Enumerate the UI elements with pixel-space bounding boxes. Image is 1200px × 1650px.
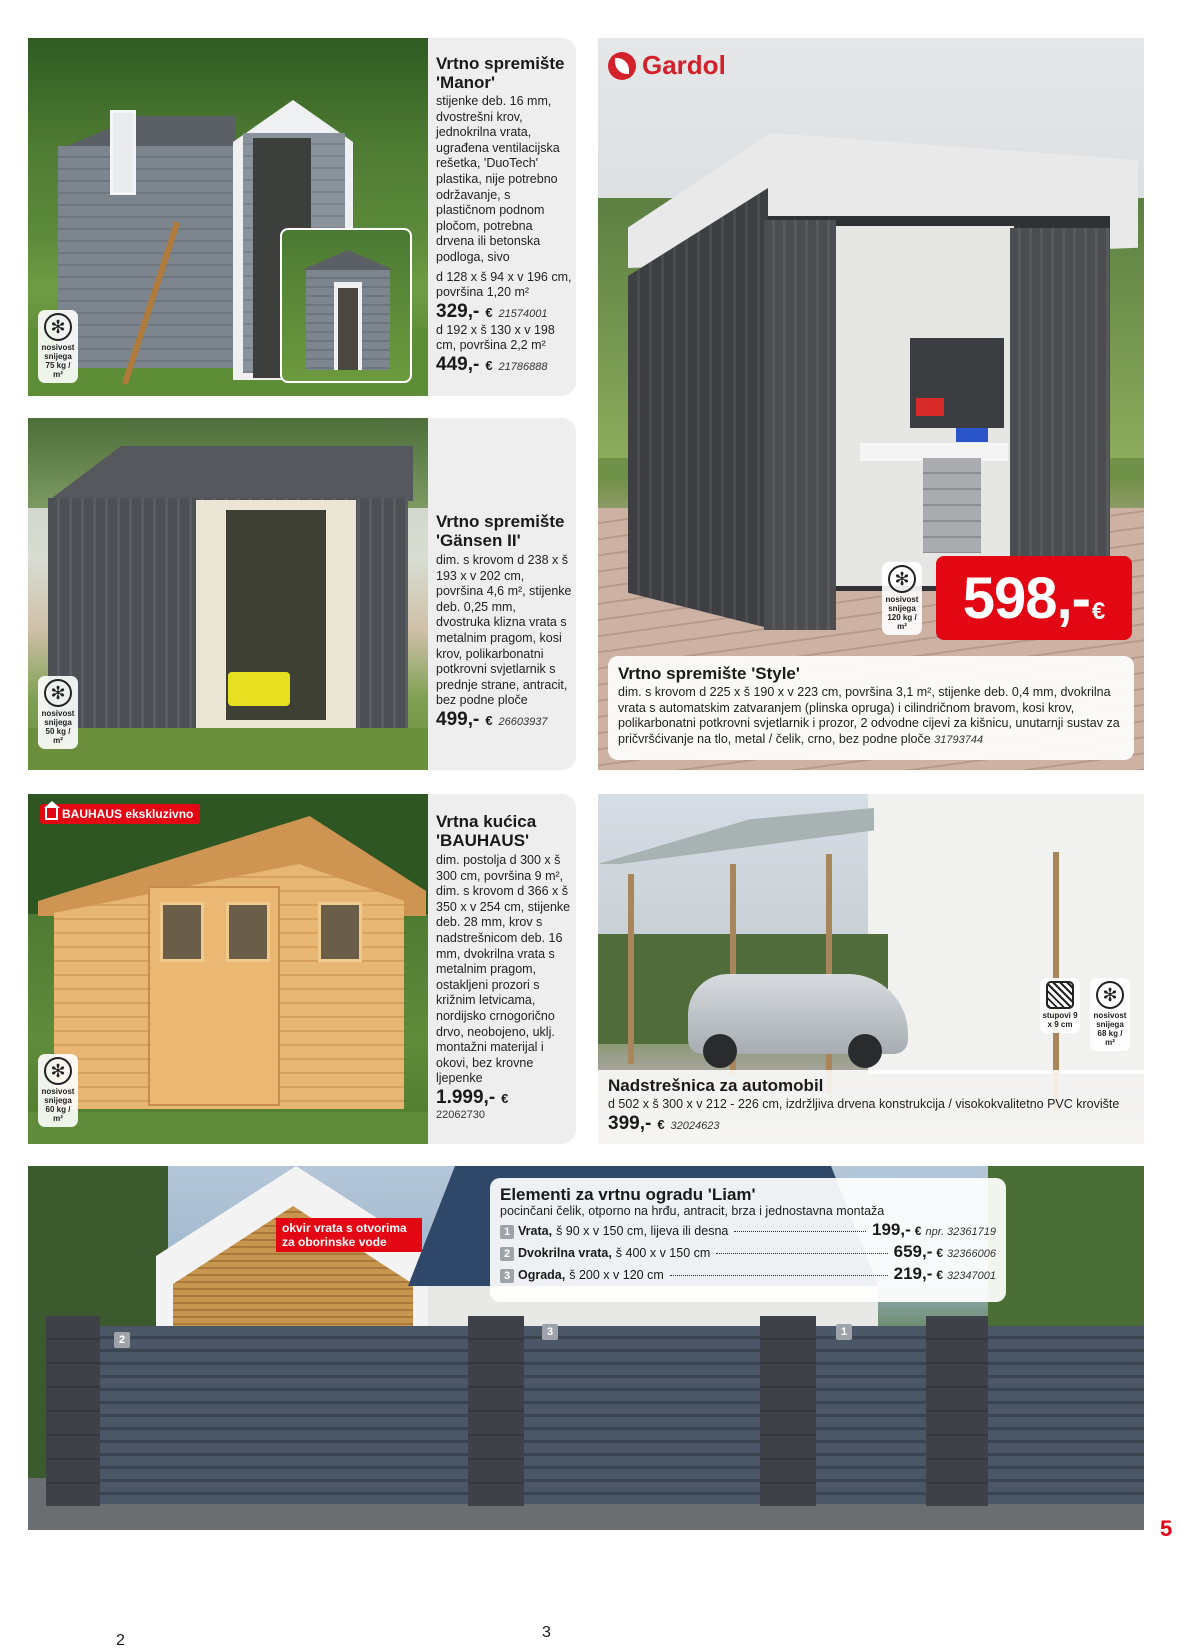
item-name: Ograda, xyxy=(518,1267,566,1282)
snowflake-icon: ✻ xyxy=(44,1057,72,1085)
snowflake-icon: ✻ xyxy=(44,313,72,341)
item-currency: € xyxy=(936,1245,944,1260)
product-card-carport xyxy=(598,794,1144,1144)
product-description: dim. s krovom d 225 x š 190 x v 223 cm, površina 3,1 m², stijenke deb. 0,4 mm, dvokrilna vrata s automatskim zatvaranjem (plinska opruga) i cilindričnom bravom, kosi krov, polikarbonatni potkrovni svjetlarnik i prozor, 2 odvodne cijevi za kišnicu, unutarnji sustav za pričvršćivanje na tlo, metal / čelik, crno, bez podne ploče xyxy=(618,685,1120,746)
currency: € xyxy=(485,357,493,373)
snow-load-label: nosivost snijega 120 kg / m² xyxy=(885,595,919,631)
product-description: dim. postolja d 300 x š 300 cm, površina 9 m², dim. s krovom d 366 x š 350 x v 254 cm, stijenke deb. 28 mm, krov s nadstrešnicom deb. 16 mm, dvokrilna vrata s metalnim pragom, ostakljeni prozori s križnim letvicama, nordijsko crnogorično drvo, neobojeno, uklj. montažni materijal i okovi, bez krovne ljepenke xyxy=(436,853,571,1086)
dot-leader xyxy=(716,1253,887,1254)
item-name: Vrata, xyxy=(518,1223,553,1238)
item-price: 199,- xyxy=(872,1219,911,1239)
product-title: Nadstrešnica za automobil xyxy=(608,1076,824,1095)
fence-marker: 3 xyxy=(542,1324,558,1340)
product-card-liam xyxy=(28,1166,1144,1649)
price: 499,- xyxy=(436,708,480,730)
item-number: 2 xyxy=(500,1247,514,1261)
gansen-shed-image xyxy=(28,418,428,770)
product-title-name: 'BAUHAUS' xyxy=(436,831,530,850)
snow-load-badge xyxy=(1090,978,1130,1051)
liam-item-row xyxy=(500,1242,996,1264)
product-description: d 502 x š 300 x v 212 - 226 cm, izdržljiva drvena konstrukcija / visokokvalitetno PVC krovište xyxy=(608,1097,1120,1111)
snow-load-badge xyxy=(38,1054,78,1127)
item-article: npr. 32361719 xyxy=(925,1225,996,1238)
snow-load-badge xyxy=(882,562,922,635)
price-tag-big xyxy=(936,556,1132,640)
product-card-style xyxy=(598,38,1144,770)
item-price: 219,- xyxy=(893,1263,933,1283)
item-price: 659,- xyxy=(893,1241,933,1261)
posts-label: stupovi 9 x 9 cm xyxy=(1042,1011,1078,1029)
article-number: 22062730 xyxy=(436,1108,485,1121)
item-name: Dvokrilna vrata, xyxy=(518,1245,612,1260)
posts-badge xyxy=(1040,978,1080,1033)
snow-load-label: nosivost snijega 68 kg / m² xyxy=(1093,1011,1127,1047)
big-price: 598,- xyxy=(962,565,1090,631)
product-description: dim. s krovom d 238 x š 193 x v 202 cm, površina 4,6 m², stijenke deb. 0,25 mm, dvostruka klizna vrata s metalnim pragom, kosi krov, polikarbonatni potkrovni svjetlarnik s prednje strane, antracit, bez podne ploče xyxy=(436,553,572,708)
gardol-leaf-icon xyxy=(608,52,636,80)
exclusive-label: BAUHAUS ekskluzivno xyxy=(62,807,194,821)
snow-load-label: nosivost snijega 60 kg / m² xyxy=(41,1087,75,1123)
big-price-currency: € xyxy=(1091,598,1106,625)
price: 449,- xyxy=(436,353,480,375)
article-number: 32024623 xyxy=(670,1119,720,1132)
currency: € xyxy=(501,1090,509,1106)
dot-leader xyxy=(670,1275,888,1276)
price: 399,- xyxy=(608,1112,652,1134)
liam-item-row xyxy=(500,1220,996,1242)
product-title: Elementi za vrtnu ogradu 'Liam' xyxy=(500,1185,756,1204)
carport-info-box xyxy=(598,1070,1144,1144)
item-currency: € xyxy=(936,1267,944,1282)
price: 1.999,- xyxy=(436,1086,496,1108)
snow-load-badge xyxy=(38,676,78,749)
dot-leader xyxy=(734,1231,866,1232)
product-title: Vrtno spremište xyxy=(436,54,565,73)
product-title-name: 'Manor' xyxy=(436,73,496,92)
product-title: Vrtno spremište 'Style' xyxy=(618,664,800,683)
bauhaus-house-image xyxy=(28,794,428,1144)
item-article: 32347001 xyxy=(947,1269,996,1282)
item-spec: š 90 x v 150 cm, lijeva ili desna xyxy=(556,1223,729,1238)
article-number: 21574001 xyxy=(498,307,548,320)
page-number: 5 xyxy=(1160,1516,1173,1541)
fence-marker: 2 xyxy=(114,1332,130,1348)
product-card-gansen xyxy=(28,418,576,770)
exclusive-tag xyxy=(40,804,200,824)
currency: € xyxy=(485,304,493,320)
item-article: 32366006 xyxy=(947,1247,996,1260)
snowflake-icon: ✻ xyxy=(888,565,916,593)
variant-dims: d 128 x š 94 x v 196 cm, površina 1,20 m² xyxy=(436,269,572,300)
liam-item-row xyxy=(500,1264,996,1286)
item-spec: š 400 x v 150 cm xyxy=(615,1245,711,1260)
item-spec: š 200 x v 120 cm xyxy=(569,1267,664,1282)
callout-rainwater: okvir vrata s otvorima za oborinske vode xyxy=(276,1218,422,1252)
product-title: Vrtno spremište xyxy=(436,512,565,531)
article-number: 26603937 xyxy=(498,715,548,728)
liam-item-list xyxy=(500,1220,996,1286)
product-subtitle: pocinčani čelik, otporno na hrđu, antracit, brza i jednostavna montaža xyxy=(500,1204,885,1218)
price: 329,- xyxy=(436,300,480,322)
gardol-logo xyxy=(608,50,726,81)
product-title-name: 'Gänsen II' xyxy=(436,531,521,550)
snowflake-icon: ✻ xyxy=(1096,981,1124,1009)
style-info-box xyxy=(608,656,1134,760)
currency: € xyxy=(485,712,493,728)
snow-load-label: nosivost snijega 50 kg / m² xyxy=(41,709,75,745)
fence-marker: 1 xyxy=(836,1324,852,1340)
post-square-icon xyxy=(1046,981,1074,1009)
product-title: Vrtna kućica xyxy=(436,812,537,831)
manor-inset-image xyxy=(280,228,412,383)
liam-info-box xyxy=(490,1178,1006,1302)
snowflake-icon: ✻ xyxy=(44,679,72,707)
variant-dims: d 192 x š 130 x v 198 cm, površina 2,2 m² xyxy=(436,322,555,353)
item-number: 3 xyxy=(500,1269,514,1283)
gardol-logo-text: Gardol xyxy=(642,50,726,80)
product-card-bauhaus-house xyxy=(28,794,576,1144)
product-description: stijenke deb. 16 mm, dvostrešni krov, jednokrilna vrata, ugrađena ventilacijska rešetka, 'DuoTech' plastika, nije potrebno održavanje, s plastičnom podnom pločom, potrebna drvena ili betonska podloga, sivo xyxy=(436,94,560,264)
product-card-manor xyxy=(28,38,576,396)
fence-marker-2: 2 xyxy=(116,1632,125,1649)
fence-marker: 3 xyxy=(542,1624,551,1641)
item-number: 1 xyxy=(500,1225,514,1239)
snow-load-badge xyxy=(38,310,78,383)
snow-load-label: nosivost snijega 75 kg / m² xyxy=(41,343,75,379)
item-currency: € xyxy=(914,1223,922,1238)
article-number: 31793744 xyxy=(934,733,984,746)
house-icon xyxy=(45,808,58,820)
currency: € xyxy=(657,1116,665,1132)
article-number: 21786888 xyxy=(498,360,548,373)
